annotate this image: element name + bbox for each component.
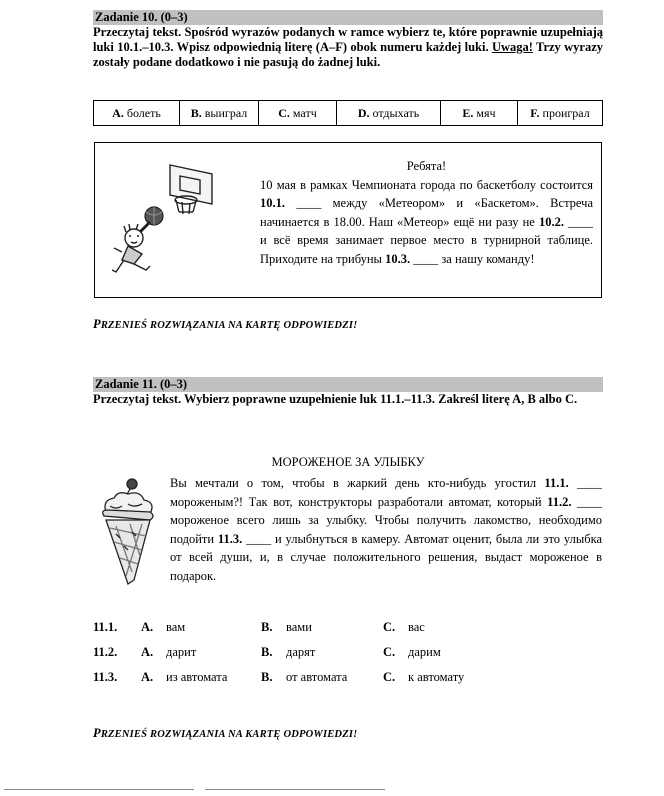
ice-cream-illustration <box>96 476 160 586</box>
option-f: F. проиграл <box>518 101 603 126</box>
choice-c-label[interactable]: C. <box>383 620 396 634</box>
choice-a-label[interactable]: A. <box>141 620 154 634</box>
letter-greeting: Ребята! <box>406 159 447 173</box>
gap-11-1: 11.1. <box>544 476 569 490</box>
question-row-11-2 <box>93 645 603 670</box>
choice-b-label[interactable]: B. <box>261 670 273 684</box>
task10-heading: Zadanie 10. (0–3) <box>93 10 603 25</box>
task10-word-box <box>93 100 603 126</box>
task10-instructions <box>93 25 603 70</box>
gap-11-3: 11.3. <box>217 531 243 546</box>
basketball-player-illustration <box>112 160 222 280</box>
choice-b-label[interactable]: B. <box>261 645 273 659</box>
scrollbar-thumb <box>205 789 385 790</box>
choice-a[interactable]: дарит <box>166 645 197 659</box>
gap-10-1: 10.1. <box>260 196 285 211</box>
choice-b[interactable]: от автомата <box>286 670 348 684</box>
choice-a[interactable]: из автомата <box>166 670 228 684</box>
task10-instr-main: Przeczytaj tekst. Spośród wyrazów podanych w ramce wybierz te, które poprawnie uzupełniają luki 10.1.–10.3. Wpisz odpowiednią literę (A–F) obok numeru każdej luki. <box>93 25 603 54</box>
option-a: A. болеть <box>94 101 180 126</box>
option-b: B. выиграл <box>180 101 259 126</box>
gap-11-2: 11.2. <box>547 494 572 509</box>
letter-body: 10 мая в рамках Чемпионата города по баскетболу состоится 10.1. ____ между «Метеором» и «Баскетом». Встреча начинается в 18.00. Наш «Метеор» ещё ни разу не 10.2. ____ и всё время занимает первое место в турнирной таблице. Приходите на трибуны 10.3. ____ за нашу команду! <box>260 177 594 266</box>
task11-heading: Zadanie 11. (0–3) <box>93 377 603 392</box>
choice-a-label[interactable]: A. <box>141 670 154 684</box>
choice-a[interactable]: вам <box>166 620 186 634</box>
choice-c[interactable]: вас <box>408 620 425 634</box>
choice-b[interactable]: вами <box>286 620 312 634</box>
task10-uwaga: Uwaga! <box>491 40 533 54</box>
option-c: C. матч <box>259 101 337 126</box>
task11-choices <box>93 620 603 695</box>
option-e: E. мяч <box>441 101 518 126</box>
choice-b[interactable]: дарят <box>286 645 316 659</box>
task11-instructions: Przeczytaj tekst. Wybierz poprawne uzupełnienie luk 11.1.–11.3. Zakreśl literę A, B albo C. <box>93 392 578 406</box>
task11-story: Вы мечтали о том, чтобы в жаркий день кто-нибудь угостил 11.1. ____ мороженым?! Так вот, конструкторы разработали автомат, который 11.2. ____ мороженое всего лишь за улыбку. Чтобы получить лакомство, необходимо подойти 11.3. ____ и улыбнуться в камеру. Автомат оценит, была ли это улыбка от всей души, и, в случае положительного решения, выдаст мороженое в подарок. <box>170 476 603 583</box>
option-d: D. отдыхать <box>337 101 441 126</box>
choice-c-label[interactable]: C. <box>383 645 396 659</box>
question-number: 11.2. <box>93 645 118 659</box>
choice-c-label[interactable]: C. <box>383 670 396 684</box>
question-number: 11.1. <box>93 620 118 634</box>
gap-10-2: 10.2. <box>538 214 564 229</box>
choice-c[interactable]: к автомату <box>408 670 465 684</box>
choice-a-label[interactable]: A. <box>141 645 154 659</box>
scrollbar-track <box>4 789 194 790</box>
question-number: 11.3. <box>93 670 118 684</box>
task10-instr-note: Trzy wyrazy zostały podane dodatkowo i nie pasują do żadnej luki. <box>93 40 604 69</box>
choice-c[interactable]: дарим <box>408 645 441 659</box>
choice-b-label[interactable]: B. <box>261 620 273 634</box>
task11-transfer-note: PRZENIEŚ ROZWIĄZANIA NA KARTĘ ODPOWIEDZI! <box>93 726 358 740</box>
task10-letter <box>260 157 593 269</box>
task10-transfer-note: PRZENIEŚ ROZWIĄZANIA NA KARTĘ ODPOWIEDZI! <box>93 317 358 331</box>
question-row-11-3 <box>93 670 603 695</box>
question-row-11-1 <box>93 620 603 645</box>
gap-10-3: 10.3. <box>385 251 411 266</box>
task11-story-title: МОРОЖЕНОЕ ЗА УЛЫБКУ <box>271 455 425 469</box>
